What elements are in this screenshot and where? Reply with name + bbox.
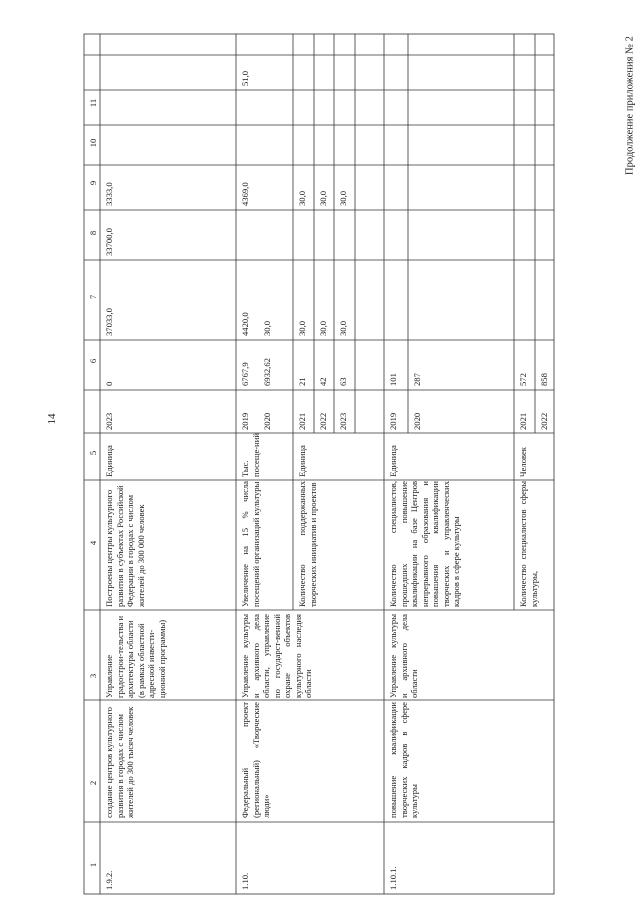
row-value-2021-1-10-1: 572 [518, 373, 528, 386]
page-number: 14 [46, 413, 58, 425]
row-total-2019-1-10: 4420,0 [240, 312, 250, 336]
row-total-2020-1-10: 30,0 [262, 320, 272, 336]
col-header-9: 9 [88, 180, 98, 186]
row-unit2-1-10-1: Человек [518, 447, 528, 477]
col-header-6: 6 [88, 358, 98, 364]
col-header-11: 11 [88, 98, 98, 108]
row-unit1-1-10-1: Единица [388, 445, 398, 477]
col-header-8: 8 [88, 230, 98, 236]
col-header-7: 7 [88, 294, 98, 300]
row-reg-2023-1-10: 30,0 [338, 190, 348, 206]
row-total-2022-1-10: 30,0 [318, 320, 328, 336]
row-year-2022-1-10-1: 2022 [539, 412, 549, 430]
row-unit2-1-10: Единица [297, 445, 307, 477]
row-other-2019-1-10: 51,0 [240, 70, 250, 86]
row-year-2019-1-10: 2019 [240, 412, 250, 430]
col-header-3: 3 [88, 673, 98, 679]
row-reg-2022-1-10: 30,0 [318, 190, 328, 206]
row-fed-1-9-2: 33700,0 [104, 228, 114, 256]
row-year-2023-1-10: 2023 [338, 412, 348, 430]
col-header-5: 5 [88, 450, 98, 456]
row-reg-1-9-2: 3333,0 [104, 182, 114, 206]
row-value-2019-1-10-1: 101 [388, 373, 398, 386]
col-header-1: 1 [88, 862, 98, 868]
row-ind2-1-10-1: Количество специалистов сферы культуры, [518, 481, 539, 607]
row-year-2022-1-10: 2022 [318, 412, 328, 430]
row-value-2023-1-10: 63 [338, 377, 348, 386]
row-year-2021-1-10: 2021 [297, 412, 307, 430]
col-header-10: 10 [88, 138, 98, 148]
row-value-2021-1-10: 21 [297, 377, 307, 386]
row-ind2-1-10: Количество поддержанных творческих инициатив и проектов [297, 481, 318, 607]
row-value-2020-1-10-1: 287 [412, 373, 422, 386]
row-value-2019-1-10: 6767,9 [240, 362, 250, 386]
row-name-1-10-1: повышение квалификации творческих кадров в сфере культуры [388, 702, 419, 818]
row-reg-2019-1-10: 4369,0 [240, 182, 250, 206]
row-indicator-1-9-2: Построены центры культурного развития в субъектах Российской Федерации в городах с числом жителей до 300 000 человек [104, 485, 146, 607]
col-header-4: 4 [88, 540, 98, 546]
row-value-2020-1-10: 6932,62 [262, 358, 272, 386]
row-total-2023-1-10: 30,0 [338, 320, 348, 336]
row-num-1-10-1: 1.10.1. [388, 866, 398, 890]
row-executor-1-10: Управление культуры и архивного дела области, управление по государст-венной охране объектов культурного наследия области [240, 614, 313, 698]
row-year-2019-1-10-1: 2019 [388, 412, 398, 430]
row-total-2021-1-10: 30,0 [297, 320, 307, 336]
col-header-2: 2 [88, 780, 98, 786]
row-value-1-9-2: 0 [104, 381, 114, 386]
row-value-2022-1-10: 42 [318, 377, 328, 386]
row-reg-2021-1-10: 30,0 [297, 190, 307, 206]
row-year-2020-1-10-1: 2020 [412, 412, 422, 430]
row-unit1-1-10: Тыс. посеще-ний [240, 433, 261, 477]
row-ind1-1-10: Увеличение на 15 % числа посещений организаций культуры [240, 481, 261, 607]
row-name-1-10: Федеральный проект (региональный) «Творческие люди» [240, 702, 271, 818]
row-value-2022-1-10-1: 858 [539, 373, 549, 386]
row-year-2021-1-10-1: 2021 [518, 412, 528, 430]
row-unit-1-9-2: Единица [104, 445, 114, 477]
row-year-2020-1-10: 2020 [262, 412, 272, 430]
row-num-1-9-2: 1.9.2. [104, 870, 114, 890]
continuation-label: Продолжение приложения № 2 [624, 36, 636, 175]
row-executor-1-10-1: Управление культуры и архивного дела области [388, 614, 419, 698]
row-num-1-10: 1.10. [240, 872, 250, 890]
row-year-1-9-2: 2023 [104, 412, 114, 430]
row-name-1-9-2: создание центров культурного развития в городах с числом жителей до 300 тысяч человек [104, 706, 135, 818]
row-ind1-1-10-1: Количество специалистов, прошедших повышение квалификации на базе Центров непрерывного образования и повышения квалификации творческих и управленческих кадров в сфере культуры [388, 481, 461, 607]
row-executor-1-9-2: Управление градострои-тельства и архитектуры области (в рамках областной адресной инвести-ционной программы) [104, 615, 167, 698]
row-total-1-9-2: 37033,0 [104, 308, 114, 336]
